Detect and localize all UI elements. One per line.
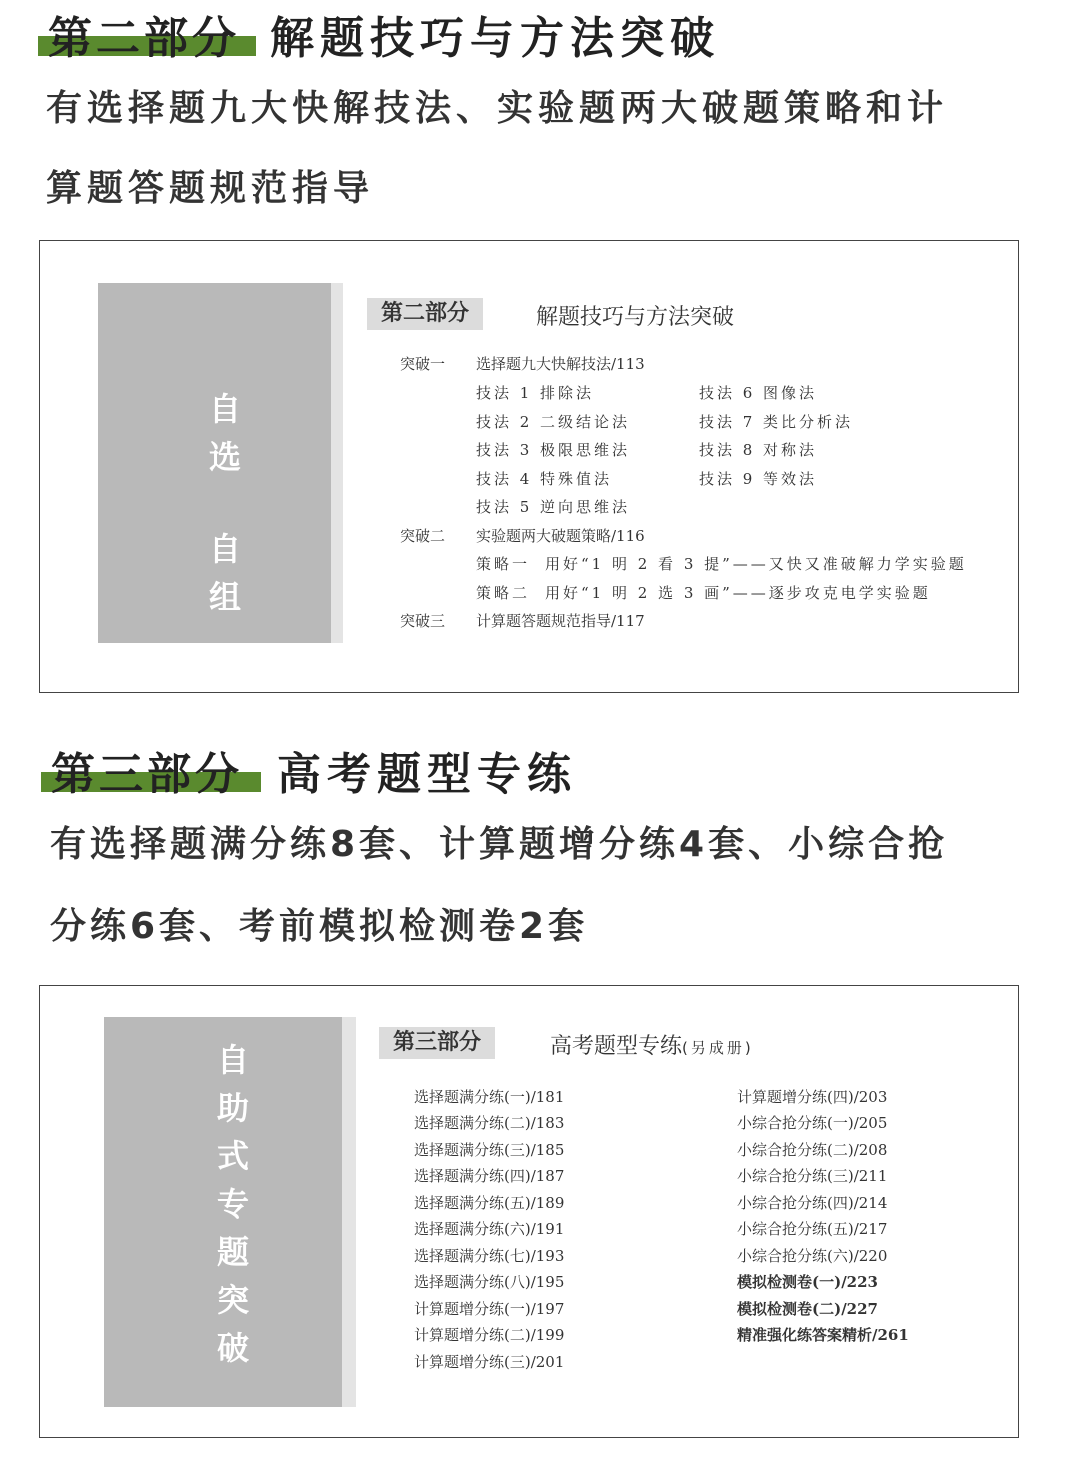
heading-section-title: 解题技巧与方法突破: [270, 13, 720, 64]
technique-name: 特殊值法: [540, 470, 613, 488]
toc-entry: 选择题满分练(三)/185: [414, 1141, 565, 1159]
toc-entry: 选择题满分练(八)/195: [414, 1273, 565, 1291]
section-tag: 第二部分: [367, 298, 483, 330]
toc-entry: 选择题满分练(二)/183: [414, 1114, 565, 1132]
toc-entry: 计算题增分练(三)/201: [414, 1353, 565, 1371]
breakthrough-text: 计算题答题规范指导/117: [476, 612, 645, 630]
breakthrough-label: 突破二: [400, 527, 446, 545]
toc-entry-bold: 模拟检测卷(一)/223: [737, 1273, 878, 1291]
part2-toc-box: [39, 240, 1019, 693]
technique-name: 极限思维法: [540, 441, 631, 459]
toc-entry: 计算题增分练(一)/197: [414, 1300, 565, 1318]
toc-entry: 选择题满分练(六)/191: [414, 1220, 565, 1238]
part2-heading: [38, 2, 798, 62]
breakthrough-label: 突破三: [400, 612, 446, 630]
technique-label: 技法 5: [476, 498, 533, 516]
tag-title-note: (另成册): [682, 1039, 754, 1057]
toc-entry: 小综合抢分练(一)/205: [737, 1114, 888, 1132]
toc-entry: 小综合抢分练(三)/211: [737, 1167, 888, 1185]
toc-entry: 选择题满分练(一)/181: [414, 1088, 565, 1106]
sidebar-label-2: 自组: [208, 530, 241, 616]
technique-name: 排除法: [540, 384, 595, 402]
part3-toc-box: [39, 985, 1019, 1438]
sidebar-label-1: 自选: [208, 390, 241, 476]
part3-subtitle-line2: 分练6套、考前模拟检测卷2套: [50, 906, 589, 947]
technique-label: 技法 6: [699, 384, 756, 402]
heading-section-number: 第二部分: [48, 13, 240, 64]
sidebar-char: 助: [216, 1089, 249, 1127]
part3-heading: [41, 738, 801, 798]
strategy-text: 用好“1 明 2 选 3 画”——逐步攻克电学实验题: [545, 584, 931, 602]
heading-section-number: 第三部分: [51, 749, 243, 800]
technique-name: 对称法: [763, 441, 818, 459]
sidebar-char: 自: [216, 1041, 249, 1079]
technique-label: 技法 2: [476, 413, 533, 431]
toc-entry: 计算题增分练(二)/199: [414, 1326, 565, 1344]
strategy-label: 策略一: [476, 555, 531, 573]
technique-label: 技法 4: [476, 470, 533, 488]
section-tag-title: [550, 1029, 754, 1060]
sidebar-char: 突: [216, 1281, 249, 1319]
technique-label: 技法 3: [476, 441, 533, 459]
section-tag-title: 解题技巧与方法突破: [536, 305, 735, 330]
strategy-text: 用好“1 明 2 看 3 提”——又快又准破解力学实验题: [545, 555, 967, 573]
sidebar-char: 破: [216, 1329, 249, 1367]
sidebar-char: 题: [216, 1233, 249, 1271]
tag-title-main: 高考题型专练: [550, 1034, 683, 1059]
toc-entry: 选择题满分练(四)/187: [414, 1167, 565, 1185]
technique-name: 图像法: [763, 384, 818, 402]
toc-entry: 小综合抢分练(二)/208: [737, 1141, 888, 1159]
breakthrough-text: 选择题九大快解技法/113: [476, 355, 645, 373]
toc-entry: 小综合抢分练(六)/220: [737, 1247, 888, 1265]
toc-entry-bold: 模拟检测卷(二)/227: [737, 1300, 878, 1318]
sidebar-char: 式: [216, 1137, 249, 1175]
toc-entry: 计算题增分练(四)/203: [737, 1088, 888, 1106]
section-tag: 第三部分: [379, 1027, 495, 1059]
technique-name: 类比分析法: [763, 413, 854, 431]
part2-subtitle-line2: 算题答题规范指导: [46, 168, 375, 209]
technique-name: 二级结论法: [540, 413, 631, 431]
toc-entry: 选择题满分练(五)/189: [414, 1194, 565, 1212]
breakthrough-label: 突破一: [400, 355, 446, 373]
technique-label: 技法 8: [699, 441, 756, 459]
toc-entry: 小综合抢分练(四)/214: [737, 1194, 888, 1212]
technique-name: 逆向思维法: [540, 498, 631, 516]
breakthrough-text: 实验题两大破题策略/116: [476, 527, 645, 545]
technique-label: 技法 9: [699, 470, 756, 488]
part2-subtitle-line1: 有选择题九大快解技法、实验题两大破题策略和计: [46, 88, 949, 129]
strategy-label: 策略二: [476, 584, 531, 602]
toc-entry: 选择题满分练(七)/193: [414, 1247, 565, 1265]
sidebar-char: 专: [216, 1185, 249, 1223]
part3-subtitle-line1: 有选择题满分练8套、计算题增分练4套、小综合抢: [50, 824, 949, 865]
sidebar-label: [208, 1036, 258, 1372]
heading-section-title: 高考题型专练: [277, 749, 577, 800]
toc-entry: 小综合抢分练(五)/217: [737, 1220, 888, 1238]
technique-label: 技法 1: [476, 384, 533, 402]
toc-entry-bold: 精准强化练答案精析/261: [737, 1326, 909, 1344]
technique-name: 等效法: [763, 470, 818, 488]
technique-label: 技法 7: [699, 413, 756, 431]
